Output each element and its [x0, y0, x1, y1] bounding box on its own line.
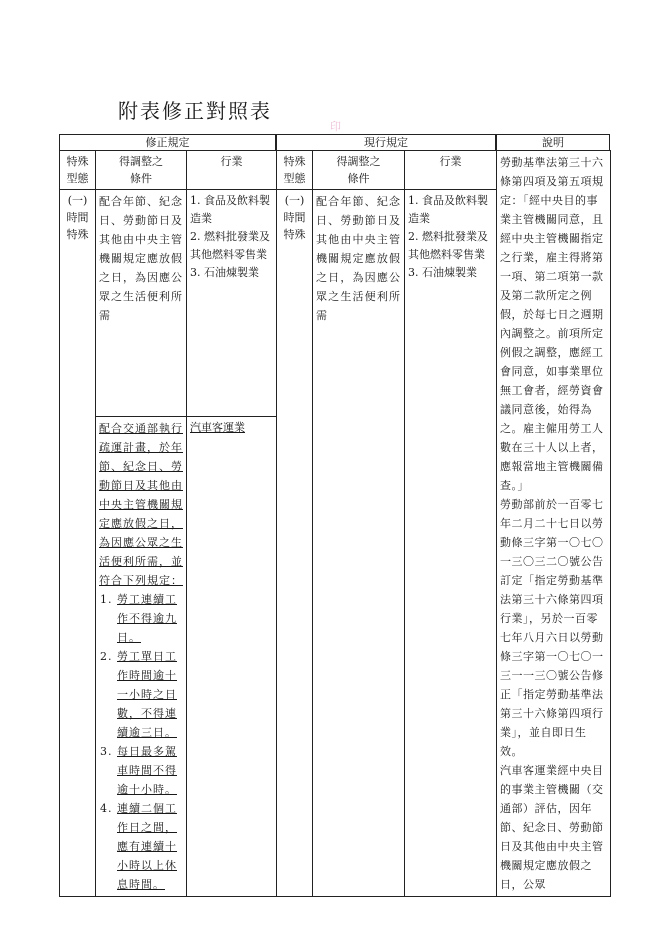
explanation-para-3: 汽車客運業經中央目的事業主管機關（交通部）評估，因年節、紀念日、勞動節日及其他由中央主管機關規定應放假之日，公眾 — [500, 764, 604, 891]
col-industry-current: 行業 — [405, 151, 497, 190]
explanation-cell — [497, 151, 611, 897]
document-title: 附表修正對照表 — [118, 99, 272, 123]
list-item: 2. 燃料批發業及其他燃料零售業 — [408, 230, 488, 261]
list-item: 2. 燃料批發業及其他燃料零售業 — [190, 230, 270, 261]
table-header-row — [60, 151, 611, 190]
revised-condition-2: 配合交通部執行疏運計畫，於年節、紀念日、勞動節日及其他由中央主管機關規定應放假之日，為因應公眾之生活便利所需，並符合下列規定： 1. 勞工連續工作不得逾九日。 2. 勞工單日工作時間逾十一小時之日數，不得連續逾三日。 3. 每日最多駕車時間不得逾十小時。 4. 連續二個工作日之間，應有連續十小時以上休息時間。 — [96, 417, 187, 897]
comparison-table — [59, 150, 611, 897]
list-item: 1. 勞工連續工作不得逾九日。 — [117, 590, 183, 647]
list-item: 3. 石油煉製業 — [408, 266, 477, 279]
header-current: 現行規定 — [276, 134, 496, 150]
header-revised: 修正規定 — [59, 134, 276, 150]
stamp-mark: 印 — [330, 120, 341, 133]
list-item: 3. 石油煉製業 — [190, 266, 259, 279]
col-industry-revised: 行業 — [187, 151, 277, 190]
list-item: 4. 連續二個工作日之間，應有連續十小時以上休息時間。 — [117, 799, 183, 894]
col-condition-revised: 得調整之 條件 — [96, 151, 187, 190]
explanation-para-2: 勞動部前於一百零七年二月二十七日以勞動條三字第一〇七〇一三〇三二〇號公告訂定「指定勞動基準法第三十六條第四項行業」，另於一百零七年八月六日以勞動條三字第一〇七〇一三一一三〇號公告修正「指定勞動基準法第三十六條第四項行業」，並自即日生效。 — [500, 498, 604, 758]
revised-condition-1: 配合年節、紀念日、勞動節日及其他由中央主管機關規定應放假之日，為因應公眾之生活便利所需 — [96, 190, 187, 417]
list-item: 1. 食品及飲料製造業 — [408, 194, 488, 225]
col-special-type-revised: 特殊 型態 — [60, 151, 96, 190]
revised-industries-1 — [187, 190, 277, 417]
explanation-para-1: 勞動基準法第三十六條第四項及第五項規定：「經中央目的事業主管機關同意，且經中央主管機關指定之行業，雇主得將第一項、第二項第一款及第二款所定之例假，於每七日之週期內調整之。前項所定例假之調整，應經工會同意，如事業單位無工會者，經勞資會議同意後，始得為之。雇主僱用勞工人數在三十人以上者，應報當地主管機關備查。」 — [500, 156, 604, 492]
col-special-type-current: 特殊 型態 — [277, 151, 313, 190]
list-item: 1. 食品及飲料製造業 — [190, 194, 270, 225]
current-condition-1: 配合年節、紀念日、勞動節日及其他由中央主管機關規定應放假之日，為因應公眾之生活便利所需 — [313, 190, 405, 897]
header-explanation: 說明 — [496, 134, 610, 150]
current-industries-1 — [405, 190, 497, 897]
revised-industry-2: 汽車客運業 — [187, 417, 277, 897]
col-condition-current: 得調整之 條件 — [313, 151, 405, 190]
list-item: 3. 每日最多駕車時間不得逾十小時。 — [117, 742, 183, 799]
list-item: 2. 勞工單日工作時間逾十一小時之日數，不得連續逾三日。 — [117, 647, 183, 742]
current-type-cell: (一) 時間 特殊 — [277, 190, 313, 897]
revised-type-cell: (一) 時間 特殊 — [60, 190, 96, 897]
